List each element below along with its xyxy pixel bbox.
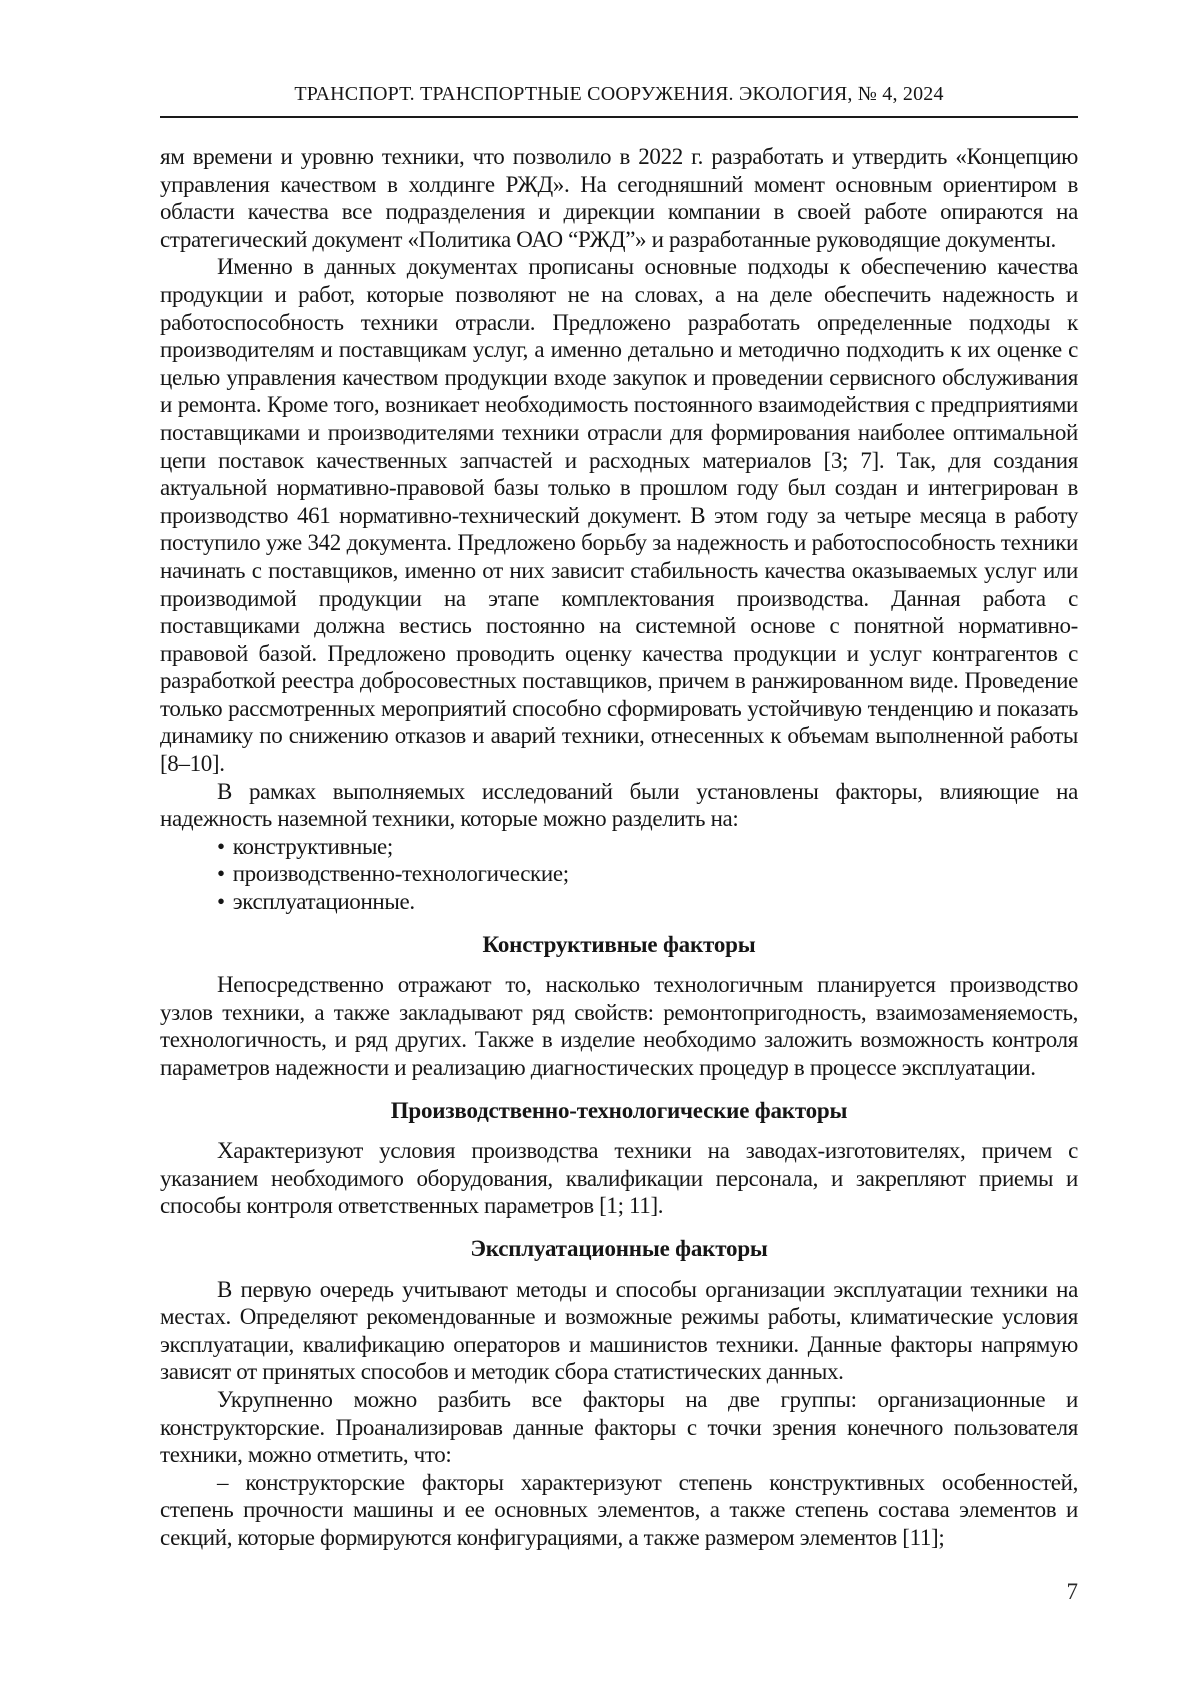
list-item: [217, 833, 1078, 861]
paragraph-dash-item: – конструкторские факторы характеризуют степень конструктивных особенностей, степень прочности машины и ее основных элементов, а также степень состава элементов и секций, которые формируются конфигурациями, а также размером элементов [11];: [160, 1469, 1078, 1550]
section-heading-constructive: Конструктивные факторы: [482, 931, 756, 957]
paragraph: Непосредственно отражают то, насколько технологичным планируется производство узлов техники, а также закладывают ряд свойств: ремонтопригодность, взаимозаменяемость, технологичность, и ряд других. Также в изделие необходимо заложить возможность контроля параметров надежности и реализацию диагностических процедур в процессе эксплуатации.: [160, 972, 1078, 1080]
page-content: [160, 0, 1078, 1552]
paragraph: В первую очередь учитывают методы и способы организации эксплуатации техники на местах. Определяют рекомендованные и возможные режимы работы, климатические условия эксплуатации, квалификацию операторов и машинистов техники. Данные факторы напрямую зависят от принятых способов и методик сбора статистических данных.: [160, 1276, 1078, 1385]
list-item-text: эксплуатационные.: [232, 889, 415, 915]
list-item: [217, 888, 1078, 916]
paragraph: Именно в данных документах прописаны основные подходы к обеспечению качества продукции и работ, которые позволяют не на словах, а на деле обеспечить надежность и работоспособность техники отрасли. Предложено разработать определенные подходы к производителям и поставщикам услуг, а именно детально и методично подходить к их оценке с целью управления качеством продукции входе закупок и проведении сервисного обслуживания и ремонта. Кроме того, возникает необходимость постоянного взаимодействия с предприятиями поставщиками и производителями техники отрасли для формирования наиболее оптимальной цепи поставок качественных запчастей и расходных материалов [3; 7]. Так, для создания актуальной нормативно-правовой базы только в прошлом году был создан и интегрирован в производство 461 нормативно-технический документ. В этом году за четыре месяца в работу поступило уже 342 документа. Предложено борьбу за надежность и работоспособность техники начинать с поставщиков, именно от них зависит стабильность качества оказываемых услуг или производимой продукции на этапе комплектования производства. Данная работа с поставщиками должна вестись постоянно на системной основе с понятной нормативно-правовой базой. Предложено проводить оценку качества продукции и услуг контрагентов с разработкой реестра добросовестных поставщиков, причем в ранжированном виде. Проведение только рассмотренных мероприятий способно сформировать устойчивую тенденцию и показать динамику по снижению отказов и аварий техники, отнесенных к объемам выполненной работы [8–10].: [160, 254, 1078, 777]
list-item-text: производственно-технологические;: [232, 861, 569, 887]
bullet-icon: •: [217, 833, 225, 859]
paragraph: Характеризуют условия производства техники на заводах-изготовителях, причем с указанием необходимого оборудования, квалификации персонала, и закрепляют приемы и способы контроля ответственных параметров [1; 11].: [160, 1138, 1078, 1219]
header-rule: [160, 116, 1078, 118]
article-body: [160, 143, 1078, 1552]
bullet-icon: •: [217, 889, 225, 915]
page-number: 7: [1066, 1579, 1078, 1604]
factors-bullet-list: [160, 833, 1078, 916]
section-heading-operational: Эксплуатационные факторы: [470, 1235, 768, 1261]
list-item-text: конструктивные;: [232, 833, 393, 859]
paragraph-continuation: ям времени и уровню техники, что позволило в 2022 г. разработать и утвердить «Концепцию управления качеством в холдинге РЖД». На сегодняшний момент основным ориентиром в области качества все подразделения и дирекции компании в своей работе опираются на стратегический документ «Политика ОАО “РЖД”» и разработанные руководящие документы.: [160, 144, 1078, 252]
paragraph: Укрупненно можно разбить все факторы на две группы: организационные и конструкторские. Проанализировав данные факторы с точки зрения конечного пользователя техники, можно отметить, что:: [160, 1386, 1078, 1468]
section-heading-production: Производственно-технологические факторы: [390, 1097, 848, 1123]
bullet-icon: •: [217, 861, 225, 887]
running-head: ТРАНСПОРТ. ТРАНСПОРТНЫЕ СООРУЖЕНИЯ. ЭКОЛОГИЯ, № 4, 2024: [294, 83, 944, 105]
list-item: [217, 860, 1078, 888]
paragraph: В рамках выполняемых исследований были установлены факторы, влияющие на надежность наземной техники, которые можно разделить на:: [160, 778, 1078, 832]
